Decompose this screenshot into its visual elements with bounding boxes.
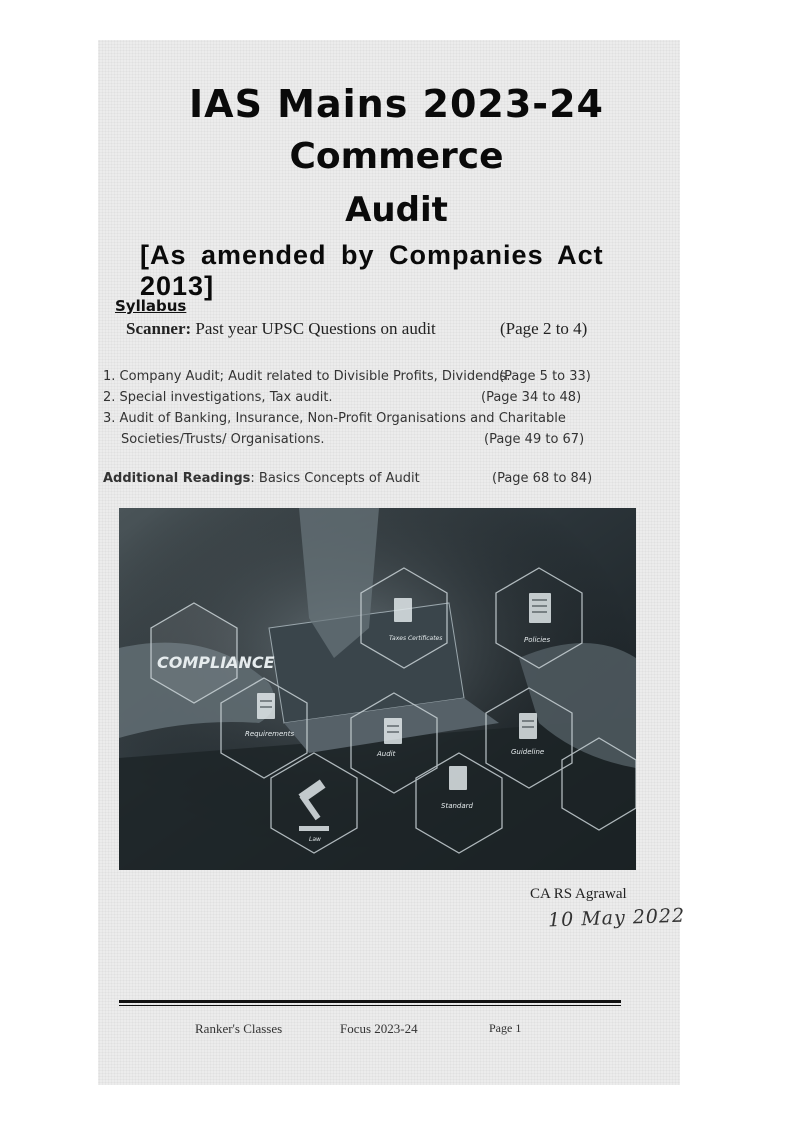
footer-page-number: Page 1 <box>489 1021 522 1035</box>
syllabus-item-3-cont: Societies/Trusts/ Organisations. <box>121 432 325 447</box>
label-law: Law <box>309 836 321 843</box>
footer-rule-thin <box>119 1005 621 1006</box>
handwritten-date: 10 May 2022 <box>547 904 686 932</box>
syllabus-item-2: 2. Special investigations, Tax audit. <box>103 390 333 405</box>
scanner-text: Past year UPSC Questions on audit <box>191 319 436 338</box>
additional-label: Additional Readings <box>103 471 251 486</box>
label-standard: Standard <box>441 802 473 810</box>
label-audit: Audit <box>377 750 396 758</box>
syllabus-item-1-pages: (Page 5 to 33) <box>499 369 591 384</box>
footer-publisher: Ranker's Classes <box>195 1021 283 1036</box>
syllabus-item-3-pages: (Page 49 to 67) <box>484 432 585 447</box>
title-subject: Commerce <box>289 136 504 177</box>
label-requirements: Requirements <box>245 730 295 738</box>
footer-focus: Focus 2023-24 <box>340 1021 418 1036</box>
title-paper: Audit <box>345 190 448 230</box>
scanner-pages: (Page 2 to 4) <box>500 319 588 338</box>
label-policies: Policies <box>524 636 551 644</box>
title-amendment: [As amended by Companies Act 2013] <box>140 240 604 301</box>
syllabus-item-3: 3. Audit of Banking, Insurance, Non-Profit Organisations and Charitable <box>103 411 566 426</box>
syllabus-item-1: 1. Company Audit; Audit related to Divisible Profits, Dividends. <box>103 369 511 384</box>
syllabus-item-2-pages: (Page 34 to 48) <box>481 390 582 405</box>
additional-text: : Basics Concepts of Audit <box>250 471 420 486</box>
additional-pages: (Page 68 to 84) <box>492 471 593 486</box>
scanner-label: Scanner: <box>126 319 192 338</box>
syllabus-heading: Syllabus <box>115 297 187 315</box>
additional-readings <box>103 471 420 486</box>
label-taxes: Taxes Certificates <box>389 635 443 642</box>
label-compliance: COMPLIANCE <box>157 653 275 672</box>
compliance-illustration <box>119 508 636 870</box>
footer-rule-thick <box>119 1000 621 1003</box>
label-guideline: Guideline <box>511 748 545 756</box>
title-exam: IAS Mains 2023-24 <box>189 82 604 126</box>
scanner-line <box>126 319 436 339</box>
author-name: CA RS Agrawal <box>530 886 627 902</box>
